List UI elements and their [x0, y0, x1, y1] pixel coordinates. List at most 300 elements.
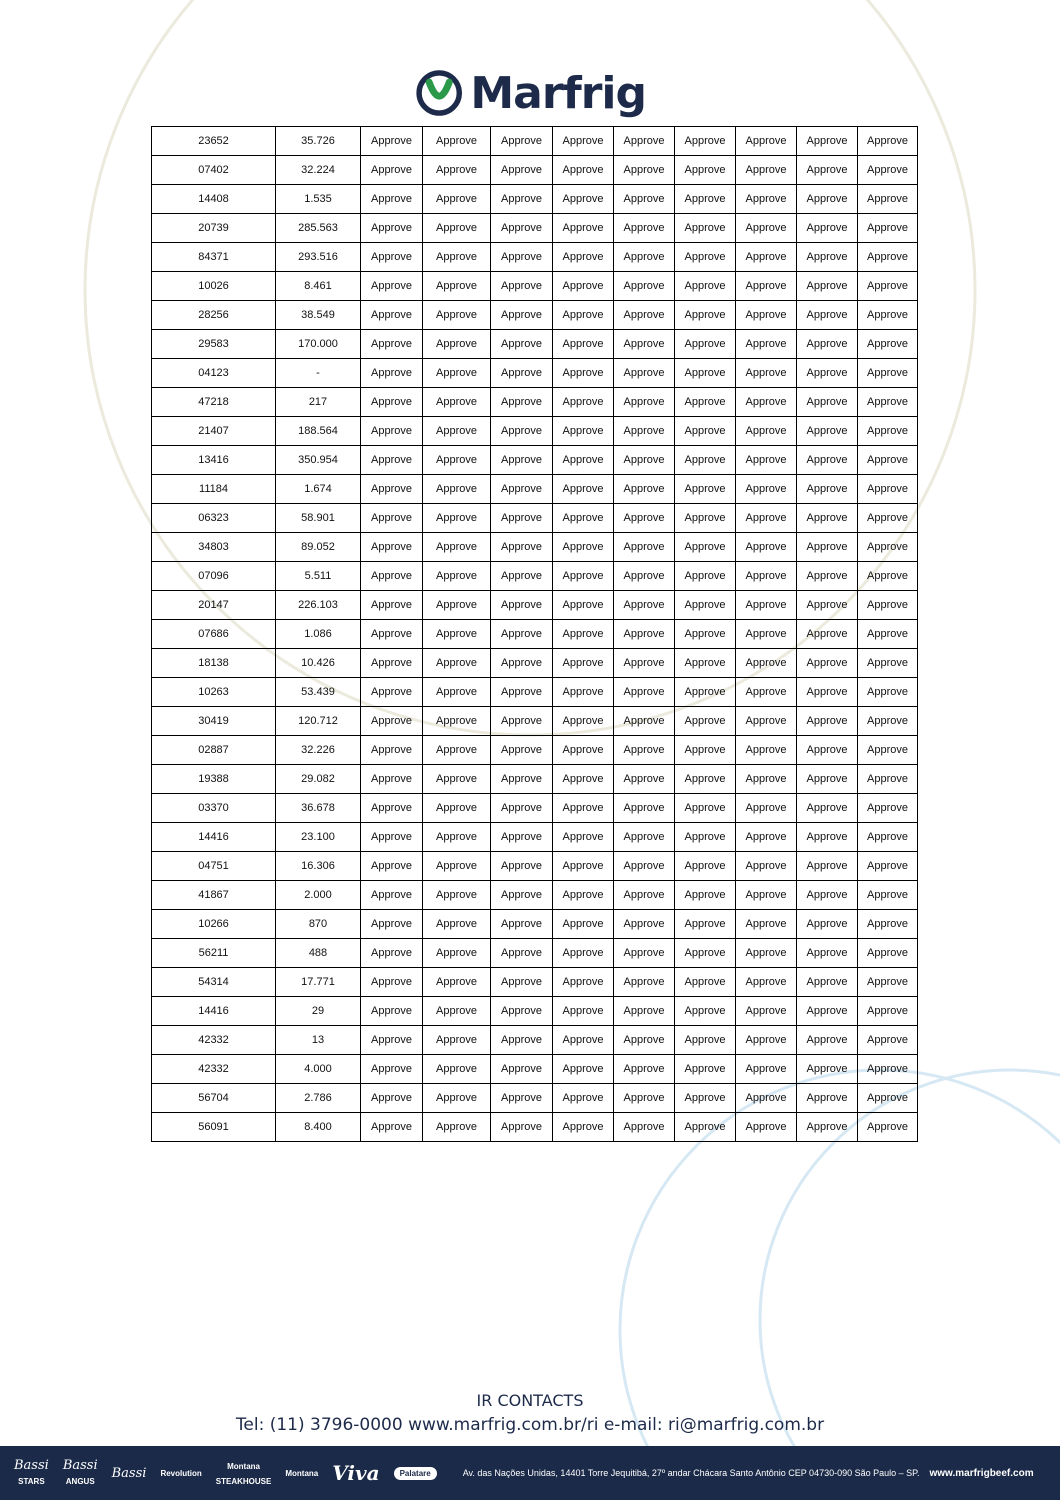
vote-cell: Approve	[675, 794, 736, 823]
vote-cell: Approve	[361, 330, 423, 359]
vote-cell: Approve	[491, 243, 553, 272]
vote-cell: Approve	[491, 910, 553, 939]
shares-cell: 870	[276, 910, 361, 939]
marfrig-logo	[416, 60, 646, 126]
vote-cell: Approve	[675, 359, 736, 388]
table-row	[152, 562, 918, 591]
vote-cell: Approve	[797, 678, 858, 707]
vote-cell: Approve	[614, 446, 675, 475]
footer-address: Av. das Nações Unidas, 14401 Torre Jequitibá, 27º andar Chácara Santo Antônio CEP 04730-090 São Paulo – SP.	[462, 1468, 920, 1478]
shares-cell: 1.086	[276, 620, 361, 649]
vote-cell: Approve	[614, 591, 675, 620]
vote-cell: Approve	[675, 127, 736, 156]
vote-cell: Approve	[736, 736, 797, 765]
shares-cell: 170.000	[276, 330, 361, 359]
vote-cell: Approve	[491, 417, 553, 446]
vote-cell: Approve	[614, 678, 675, 707]
vote-cell: Approve	[553, 823, 614, 852]
brand-revolution: Revolution	[160, 1468, 202, 1478]
vote-cell: Approve	[361, 910, 423, 939]
vote-cell: Approve	[553, 678, 614, 707]
vote-cell: Approve	[858, 881, 918, 910]
vote-cell: Approve	[797, 475, 858, 504]
vote-cell: Approve	[614, 620, 675, 649]
vote-cell: Approve	[614, 910, 675, 939]
vote-cell: Approve	[797, 620, 858, 649]
holder-code-cell: 23652	[152, 127, 276, 156]
table-row	[152, 881, 918, 910]
vote-cell: Approve	[614, 765, 675, 794]
vote-cell: Approve	[491, 475, 553, 504]
vote-cell: Approve	[553, 214, 614, 243]
vote-cell: Approve	[858, 446, 918, 475]
table-row	[152, 1084, 918, 1113]
table-row	[152, 1055, 918, 1084]
vote-cell: Approve	[614, 243, 675, 272]
vote-cell: Approve	[614, 997, 675, 1026]
vote-cell: Approve	[858, 156, 918, 185]
vote-cell: Approve	[736, 968, 797, 997]
vote-cell: Approve	[675, 1055, 736, 1084]
vote-cell: Approve	[614, 562, 675, 591]
vote-cell: Approve	[423, 794, 491, 823]
vote-cell: Approve	[675, 736, 736, 765]
holder-code-cell: 03370	[152, 794, 276, 823]
vote-cell: Approve	[858, 301, 918, 330]
vote-cell: Approve	[675, 939, 736, 968]
vote-cell: Approve	[553, 591, 614, 620]
vote-cell: Approve	[491, 1084, 553, 1113]
shares-cell: 217	[276, 388, 361, 417]
vote-cell: Approve	[736, 301, 797, 330]
table-row	[152, 823, 918, 852]
table-row	[152, 968, 918, 997]
vote-cell: Approve	[858, 1113, 918, 1142]
shares-cell: 16.306	[276, 852, 361, 881]
vote-cell: Approve	[361, 939, 423, 968]
table-row	[152, 214, 918, 243]
vote-cell: Approve	[361, 1113, 423, 1142]
vote-cell: Approve	[797, 272, 858, 301]
vote-cell: Approve	[736, 127, 797, 156]
vote-cell: Approve	[675, 272, 736, 301]
vote-cell: Approve	[423, 562, 491, 591]
vote-cell: Approve	[361, 301, 423, 330]
vote-cell: Approve	[736, 388, 797, 417]
vote-cell: Approve	[423, 591, 491, 620]
table-row	[152, 591, 918, 620]
vote-cell: Approve	[614, 1113, 675, 1142]
table-row	[152, 243, 918, 272]
vote-cell: Approve	[614, 1026, 675, 1055]
shares-cell: 4.000	[276, 1055, 361, 1084]
table-row	[152, 185, 918, 214]
vote-cell: Approve	[361, 446, 423, 475]
vote-cell: Approve	[423, 1055, 491, 1084]
vote-cell: Approve	[675, 562, 736, 591]
vote-cell: Approve	[614, 736, 675, 765]
vote-cell: Approve	[858, 939, 918, 968]
shares-cell: 2.786	[276, 1084, 361, 1113]
vote-cell: Approve	[675, 620, 736, 649]
vote-cell: Approve	[736, 707, 797, 736]
vote-cell: Approve	[361, 707, 423, 736]
vote-cell: Approve	[553, 156, 614, 185]
vote-cell: Approve	[675, 852, 736, 881]
footer-website: www.marfrigbeef.com	[929, 1467, 1034, 1479]
vote-cell: Approve	[736, 359, 797, 388]
vote-cell: Approve	[614, 185, 675, 214]
brand-bassi-stars: Bassi STARS	[14, 1458, 49, 1486]
vote-cell: Approve	[553, 359, 614, 388]
vote-cell: Approve	[736, 591, 797, 620]
ir-contacts	[0, 1390, 1060, 1438]
shares-cell: 23.100	[276, 823, 361, 852]
vote-cell: Approve	[797, 968, 858, 997]
vote-cell: Approve	[675, 504, 736, 533]
vote-cell: Approve	[675, 823, 736, 852]
vote-cell: Approve	[361, 1055, 423, 1084]
table-row	[152, 417, 918, 446]
vote-cell: Approve	[491, 591, 553, 620]
shares-cell: 35.726	[276, 127, 361, 156]
vote-cell: Approve	[491, 678, 553, 707]
table-row	[152, 388, 918, 417]
holder-code-cell: 13416	[152, 446, 276, 475]
vote-cell: Approve	[553, 272, 614, 301]
vote-cell: Approve	[797, 852, 858, 881]
vote-cell: Approve	[553, 330, 614, 359]
vote-cell: Approve	[614, 359, 675, 388]
holder-code-cell: 02887	[152, 736, 276, 765]
vote-cell: Approve	[614, 939, 675, 968]
vote-cell: Approve	[858, 185, 918, 214]
vote-cell: Approve	[553, 504, 614, 533]
vote-cell: Approve	[361, 475, 423, 504]
vote-cell: Approve	[423, 475, 491, 504]
vote-cell: Approve	[361, 968, 423, 997]
holder-code-cell: 28256	[152, 301, 276, 330]
holder-code-cell: 14416	[152, 997, 276, 1026]
vote-cell: Approve	[361, 591, 423, 620]
vote-cell: Approve	[423, 1084, 491, 1113]
vote-cell: Approve	[736, 620, 797, 649]
shares-cell: 188.564	[276, 417, 361, 446]
vote-cell: Approve	[491, 301, 553, 330]
vote-cell: Approve	[491, 562, 553, 591]
vote-cell: Approve	[736, 156, 797, 185]
vote-cell: Approve	[614, 649, 675, 678]
vote-cell: Approve	[736, 417, 797, 446]
vote-cell: Approve	[553, 533, 614, 562]
shares-cell: 38.549	[276, 301, 361, 330]
vote-cell: Approve	[423, 939, 491, 968]
vote-cell: Approve	[491, 997, 553, 1026]
vote-cell: Approve	[797, 910, 858, 939]
vote-cell: Approve	[797, 388, 858, 417]
ir-contacts-title: IR CONTACTS	[476, 1391, 584, 1410]
vote-cell: Approve	[675, 1113, 736, 1142]
vote-cell: Approve	[858, 214, 918, 243]
vote-cell: Approve	[361, 736, 423, 765]
vote-cell: Approve	[491, 707, 553, 736]
table-row	[152, 794, 918, 823]
table-row	[152, 272, 918, 301]
table-row	[152, 649, 918, 678]
vote-cell: Approve	[423, 823, 491, 852]
vote-cell: Approve	[675, 997, 736, 1026]
vote-cell: Approve	[361, 156, 423, 185]
vote-cell: Approve	[423, 997, 491, 1026]
vote-cell: Approve	[423, 156, 491, 185]
vote-cell: Approve	[858, 910, 918, 939]
holder-code-cell: 21407	[152, 417, 276, 446]
vote-cell: Approve	[614, 852, 675, 881]
holder-code-cell: 42332	[152, 1055, 276, 1084]
table-row	[152, 1113, 918, 1142]
vote-cell: Approve	[675, 156, 736, 185]
table-row	[152, 533, 918, 562]
vote-cell: Approve	[858, 852, 918, 881]
vote-cell: Approve	[736, 939, 797, 968]
vote-cell: Approve	[614, 1055, 675, 1084]
holder-code-cell: 19388	[152, 765, 276, 794]
vote-cell: Approve	[736, 1113, 797, 1142]
vote-cell: Approve	[736, 881, 797, 910]
table-row	[152, 852, 918, 881]
vote-cell: Approve	[553, 997, 614, 1026]
vote-cell: Approve	[736, 1084, 797, 1113]
vote-cell: Approve	[423, 301, 491, 330]
vote-cell: Approve	[423, 852, 491, 881]
vote-cell: Approve	[423, 707, 491, 736]
vote-cell: Approve	[553, 562, 614, 591]
holder-code-cell: 07096	[152, 562, 276, 591]
vote-cell: Approve	[736, 678, 797, 707]
vote-cell: Approve	[423, 533, 491, 562]
vote-cell: Approve	[736, 214, 797, 243]
vote-cell: Approve	[553, 765, 614, 794]
shares-cell: 1.535	[276, 185, 361, 214]
vote-cell: Approve	[553, 475, 614, 504]
vote-cell: Approve	[491, 765, 553, 794]
vote-cell: Approve	[614, 794, 675, 823]
shares-cell: 58.901	[276, 504, 361, 533]
vote-cell: Approve	[491, 504, 553, 533]
shares-cell: 293.516	[276, 243, 361, 272]
table-row	[152, 939, 918, 968]
holder-code-cell: 42332	[152, 1026, 276, 1055]
vote-cell: Approve	[491, 388, 553, 417]
vote-cell: Approve	[614, 1084, 675, 1113]
vote-cell: Approve	[423, 359, 491, 388]
vote-cell: Approve	[553, 910, 614, 939]
vote-cell: Approve	[858, 620, 918, 649]
vote-cell: Approve	[858, 475, 918, 504]
holder-code-cell: 20147	[152, 591, 276, 620]
vote-cell: Approve	[797, 243, 858, 272]
vote-cell: Approve	[553, 939, 614, 968]
vote-cell: Approve	[797, 185, 858, 214]
holder-code-cell: 10026	[152, 272, 276, 301]
table-row	[152, 1026, 918, 1055]
vote-cell: Approve	[858, 997, 918, 1026]
vote-cell: Approve	[736, 910, 797, 939]
vote-cell: Approve	[491, 446, 553, 475]
vote-cell: Approve	[361, 765, 423, 794]
vote-cell: Approve	[361, 997, 423, 1026]
vote-cell: Approve	[736, 533, 797, 562]
vote-cell: Approve	[797, 417, 858, 446]
vote-cell: Approve	[491, 881, 553, 910]
table-row	[152, 504, 918, 533]
table-row	[152, 620, 918, 649]
table-row	[152, 765, 918, 794]
vote-cell: Approve	[675, 243, 736, 272]
vote-cell: Approve	[553, 185, 614, 214]
table-row	[152, 707, 918, 736]
vote-cell: Approve	[797, 939, 858, 968]
vote-cell: Approve	[614, 127, 675, 156]
vote-cell: Approve	[491, 939, 553, 968]
vote-cell: Approve	[553, 417, 614, 446]
vote-cell: Approve	[361, 881, 423, 910]
shares-cell: 10.426	[276, 649, 361, 678]
vote-cell: Approve	[675, 707, 736, 736]
table-row	[152, 446, 918, 475]
shares-cell: 13	[276, 1026, 361, 1055]
vote-cell: Approve	[491, 649, 553, 678]
vote-cell: Approve	[423, 446, 491, 475]
vote-cell: Approve	[614, 156, 675, 185]
vote-cell: Approve	[797, 823, 858, 852]
vote-cell: Approve	[858, 504, 918, 533]
vote-cell: Approve	[858, 243, 918, 272]
vote-cell: Approve	[736, 823, 797, 852]
vote-cell: Approve	[614, 388, 675, 417]
vote-cell: Approve	[858, 678, 918, 707]
vote-cell: Approve	[736, 475, 797, 504]
vote-cell: Approve	[736, 765, 797, 794]
vote-cell: Approve	[675, 910, 736, 939]
vote-cell: Approve	[423, 910, 491, 939]
holder-code-cell: 56211	[152, 939, 276, 968]
logo-wordmark: Marfrig	[470, 67, 646, 119]
holder-code-cell: 04751	[152, 852, 276, 881]
vote-cell: Approve	[736, 446, 797, 475]
vote-cell: Approve	[858, 736, 918, 765]
vote-cell: Approve	[858, 359, 918, 388]
holder-code-cell: 04123	[152, 359, 276, 388]
vote-cell: Approve	[423, 1113, 491, 1142]
holder-code-cell: 06323	[152, 504, 276, 533]
vote-cell: Approve	[675, 388, 736, 417]
shares-cell: 32.224	[276, 156, 361, 185]
vote-cell: Approve	[675, 1026, 736, 1055]
vote-cell: Approve	[423, 127, 491, 156]
vote-cell: Approve	[858, 533, 918, 562]
vote-cell: Approve	[675, 765, 736, 794]
vote-cell: Approve	[423, 678, 491, 707]
vote-cell: Approve	[423, 649, 491, 678]
shares-cell: 488	[276, 939, 361, 968]
vote-cell: Approve	[797, 881, 858, 910]
vote-cell: Approve	[423, 1026, 491, 1055]
holder-code-cell: 56704	[152, 1084, 276, 1113]
vote-cell: Approve	[361, 1084, 423, 1113]
vote-cell: Approve	[423, 968, 491, 997]
vote-cell: Approve	[361, 533, 423, 562]
vote-cell: Approve	[675, 214, 736, 243]
vote-cell: Approve	[614, 417, 675, 446]
holder-code-cell: 41867	[152, 881, 276, 910]
vote-cell: Approve	[553, 707, 614, 736]
vote-cell: Approve	[361, 388, 423, 417]
vote-cell: Approve	[858, 794, 918, 823]
vote-cell: Approve	[858, 330, 918, 359]
shares-cell: 17.771	[276, 968, 361, 997]
vote-cell: Approve	[675, 417, 736, 446]
shares-cell: 285.563	[276, 214, 361, 243]
holder-code-cell: 47218	[152, 388, 276, 417]
marfrig-logo-icon	[416, 63, 462, 123]
vote-cell: Approve	[553, 301, 614, 330]
vote-cell: Approve	[361, 794, 423, 823]
vote-cell: Approve	[797, 533, 858, 562]
vote-cell: Approve	[423, 620, 491, 649]
vote-cell: Approve	[614, 504, 675, 533]
vote-cell: Approve	[675, 446, 736, 475]
holder-code-cell: 30419	[152, 707, 276, 736]
shares-cell: 8.400	[276, 1113, 361, 1142]
vote-cell: Approve	[361, 1026, 423, 1055]
vote-cell: Approve	[797, 1026, 858, 1055]
vote-cell: Approve	[675, 968, 736, 997]
vote-cell: Approve	[736, 185, 797, 214]
vote-cell: Approve	[614, 301, 675, 330]
shares-cell: 29	[276, 997, 361, 1026]
shares-cell: 8.461	[276, 272, 361, 301]
holder-code-cell: 29583	[152, 330, 276, 359]
vote-cell: Approve	[491, 852, 553, 881]
vote-cell: Approve	[614, 330, 675, 359]
vote-cell: Approve	[553, 1026, 614, 1055]
vote-cell: Approve	[797, 330, 858, 359]
holder-code-cell: 07686	[152, 620, 276, 649]
footer-bar	[0, 1446, 1060, 1500]
holder-code-cell: 18138	[152, 649, 276, 678]
holder-code-cell: 84371	[152, 243, 276, 272]
vote-cell: Approve	[797, 1055, 858, 1084]
table-row	[152, 330, 918, 359]
vote-cell: Approve	[361, 678, 423, 707]
table-row	[152, 997, 918, 1026]
vote-cell: Approve	[858, 707, 918, 736]
vote-cell: Approve	[858, 649, 918, 678]
shares-cell: 226.103	[276, 591, 361, 620]
vote-cell: Approve	[858, 823, 918, 852]
vote-cell: Approve	[361, 359, 423, 388]
holder-code-cell: 54314	[152, 968, 276, 997]
vote-cell: Approve	[423, 214, 491, 243]
vote-cell: Approve	[675, 475, 736, 504]
vote-cell: Approve	[614, 533, 675, 562]
vote-cell: Approve	[797, 359, 858, 388]
vote-cell: Approve	[797, 1113, 858, 1142]
vote-cell: Approve	[491, 185, 553, 214]
vote-cell: Approve	[423, 765, 491, 794]
vote-cell: Approve	[361, 272, 423, 301]
